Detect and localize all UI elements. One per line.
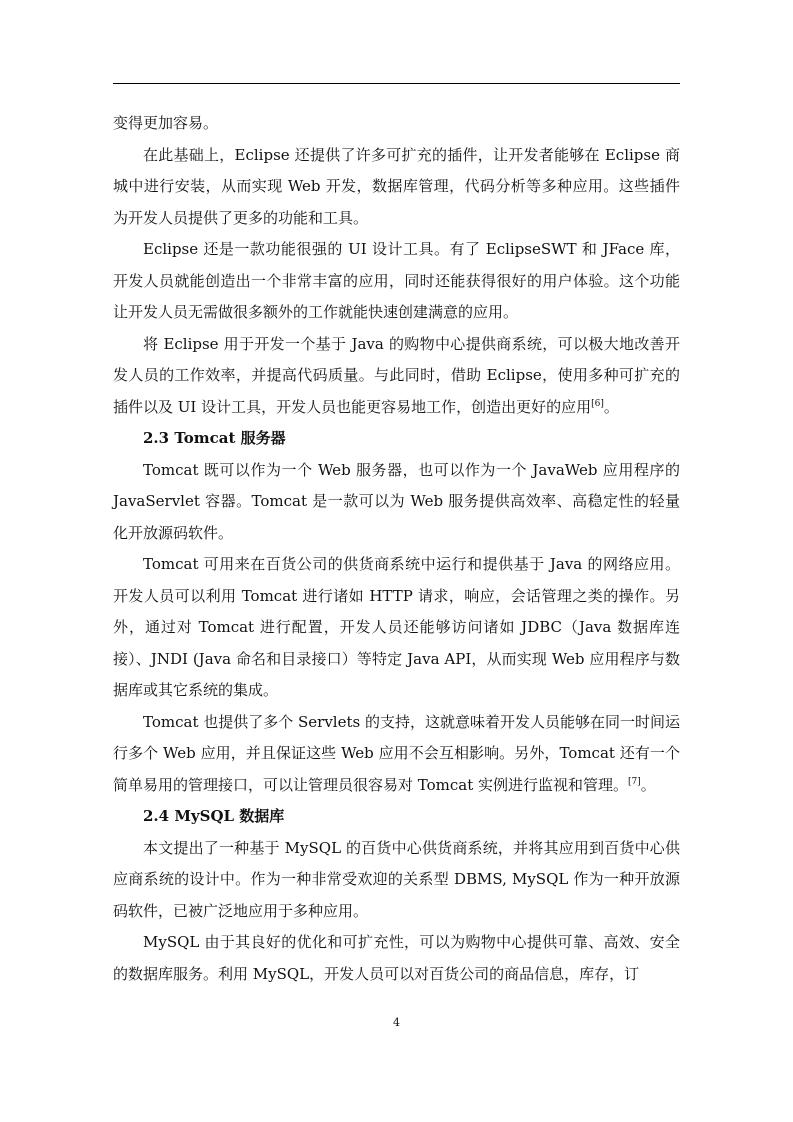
section-heading-mysql: 2.4 MySQL 数据库 bbox=[143, 807, 285, 825]
citation-ref-7: [7] bbox=[628, 776, 641, 787]
header-rule bbox=[113, 83, 680, 84]
paragraph-mysql-intro: 本文提出了一种基于 MySQL 的百货中心供货商系统，并将其应用到百货中心供应商系统的设计中。作为一种非常受欢迎的关系型 DBMS, MySQL 作为一种开放源码软件，已被广泛地应用于多种应用。 bbox=[113, 838, 680, 920]
paragraph-tomcat-intro: Tomcat 既可以作为一个 Web 服务器，也可以作为一个 JavaWeb 应用程序的 JavaServlet 容器。Tomcat 是一款可以为 Web 服务提供高效率、高稳定性的轻量化开放源码软件。 bbox=[113, 460, 680, 542]
document-body bbox=[113, 108, 680, 990]
paragraph-eclipse-summary bbox=[113, 329, 680, 424]
paragraph-eclipse-plugins: 在此基础上，Eclipse 还提供了许多可扩充的插件，让开发者能够在 Eclipse 商城中进行安装，从而实现 Web 开发，数据库管理，代码分析等多种应用。这些插件为开发人员提供了更多的功能和工具。 bbox=[113, 145, 680, 227]
citation-ref-6: [6] bbox=[591, 398, 604, 409]
page-number: 4 bbox=[393, 1016, 400, 1029]
paragraph-continuation: 变得更加容易。 bbox=[113, 114, 219, 132]
paragraph-tomcat-servlets bbox=[113, 707, 680, 802]
paragraph-mysql-benefits: MySQL 由于其良好的优化和可扩充性，可以为购物中心提供可靠、高效、安全的数据库服务。利用 MySQL，开发人员可以对百货公司的商品信息，库存，订 bbox=[113, 933, 680, 983]
paragraph-eclipse-ui: Eclipse 还是一款功能很强的 UI 设计工具。有了 EclipseSWT 和 JFace 库，开发人员就能创造出一个非常丰富的应用，同时还能获得很好的用户体验。这个功能让开发人员无需做很多额外的工作就能快速创建满意的应用。 bbox=[113, 240, 680, 321]
paragraph-tail: 。 bbox=[603, 397, 619, 416]
paragraph-text: 将 Eclipse 用于开发一个基于 Java 的购物中心提供商系统，可以极大地改善开发人员的工作效率，并提高代码质量。与此同时，借助 Eclipse，使用多种可扩充的插件以及 UI 设计工具，开发人员也能更容易地工作，创造出更好的应用 bbox=[113, 334, 680, 416]
section-heading-tomcat: 2.3 Tomcat 服务器 bbox=[143, 429, 286, 447]
paragraph-tomcat-usage: Tomcat 可用来在百货公司的供货商系统中运行和提供基于 Java 的网络应用。开发人员可以利用 Tomcat 进行诸如 HTTP 请求，响应，会话管理之类的操作。另外，通过对 Tomcat 进行配置，开发人员还能够访问诸如 JDBC（Java 数据库连接）、JNDI (Java 命名和目录接口）等特定 Java API，从而实现 Web 应用程序与数据库或其它系统的集成。 bbox=[113, 555, 680, 699]
paragraph-tail: 。 bbox=[640, 775, 656, 794]
paragraph-text: Tomcat 也提供了多个 Servlets 的支持，这就意味着开发人员能够在同一时间运行多个 Web 应用，并且保证这些 Web 应用不会互相影响。另外，Tomcat 还有一个简单易用的管理接口，可以让管理员很容易对 Tomcat 实例进行监视和管理。 bbox=[113, 712, 680, 794]
